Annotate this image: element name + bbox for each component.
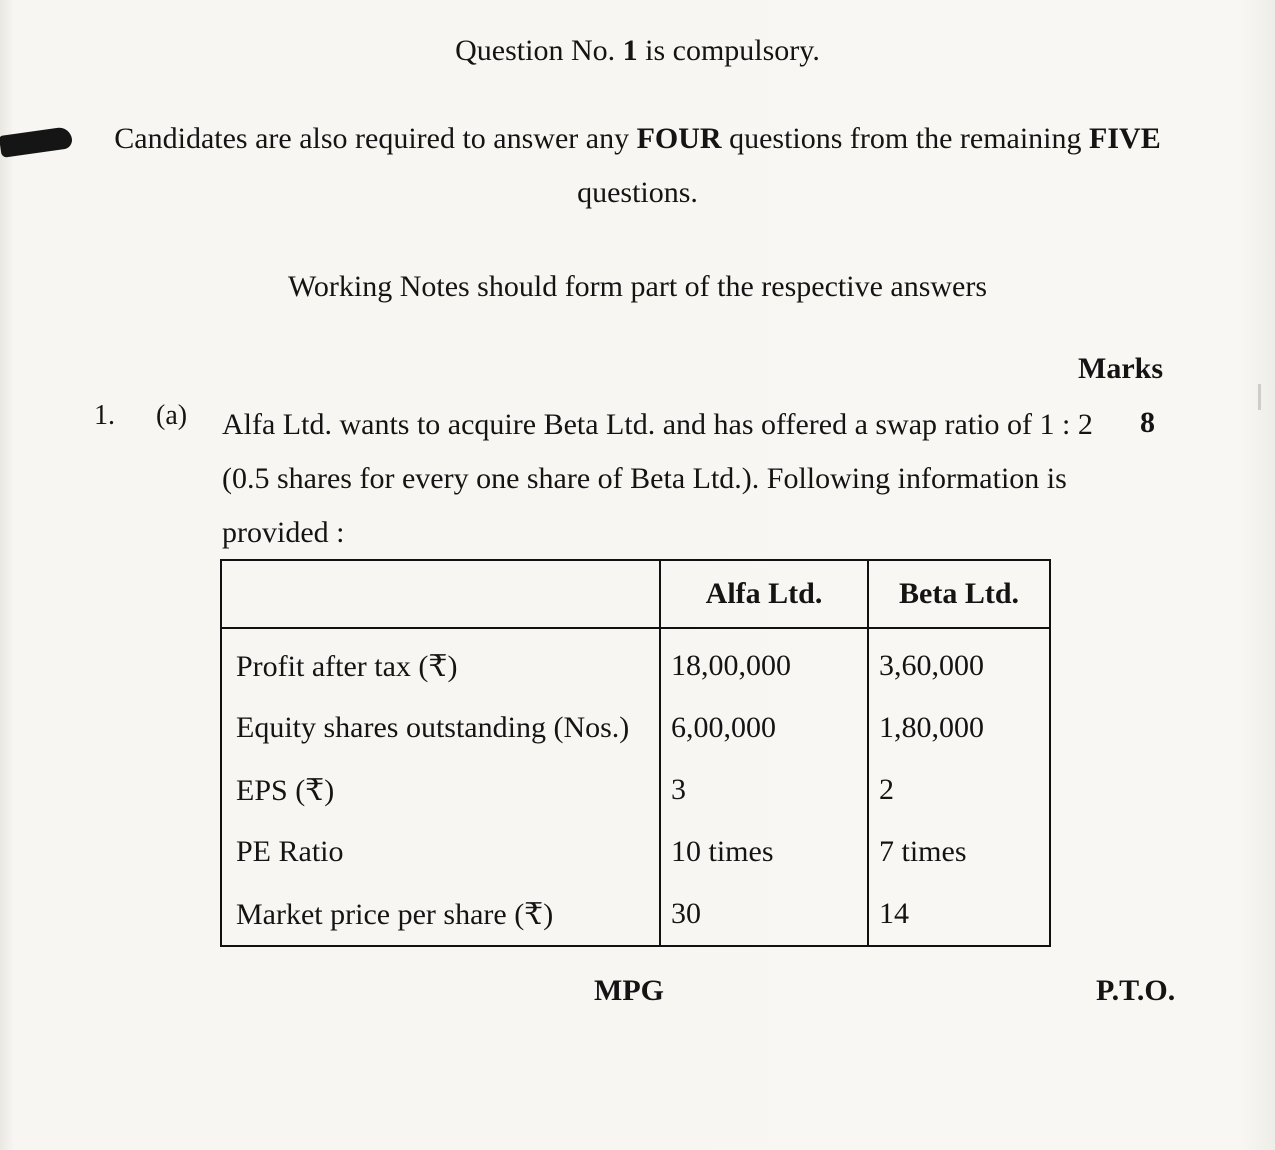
alfa-value: 18,00,000 (660, 628, 868, 697)
choice-instruction-cont: questions. (577, 176, 698, 209)
beta-value: 2 (868, 759, 1050, 821)
alfa-value: 30 (660, 883, 868, 946)
beta-value: 7 times (868, 821, 1050, 883)
pto-label: P.T.O. (1096, 974, 1176, 1007)
row-label: Equity shares outstanding (Nos.) (221, 697, 660, 759)
table-header-beta: Beta Ltd. (868, 560, 1050, 628)
question-part: (a) (156, 400, 188, 431)
row-label: EPS (₹) (221, 759, 660, 821)
table-header-blank (221, 560, 660, 628)
table-header-alfa: Alfa Ltd. (660, 560, 868, 628)
question-number: 1. (94, 400, 115, 431)
question-text (222, 398, 1093, 560)
marks-heading: Marks (1078, 352, 1163, 385)
question-line: Alfa Ltd. wants to acquire Beta Ltd. and has offered a swap ratio of 1 : 2 (222, 408, 1093, 441)
choice-instruction: Candidates are also required to answer any FOUR questions from the remaining FIVE (114, 122, 1161, 155)
beta-value: 1,80,000 (868, 697, 1050, 759)
edge-mark (1258, 384, 1261, 410)
alfa-value: 10 times (660, 821, 868, 883)
table-row (221, 759, 1050, 821)
alfa-value: 6,00,000 (660, 697, 868, 759)
alfa-value: 3 (660, 759, 868, 821)
beta-value: 14 (868, 883, 1050, 946)
beta-value: 3,60,000 (868, 628, 1050, 697)
table-row (221, 821, 1050, 883)
question-line: (0.5 shares for every one share of Beta Ltd.). Following information is (222, 462, 1067, 495)
compulsory-instruction: Question No. 1 is compulsory. (455, 34, 820, 67)
question-marks: 8 (1140, 406, 1155, 439)
table-row (221, 697, 1050, 759)
question-line: provided : (222, 516, 345, 549)
table-row (221, 883, 1050, 946)
row-label: PE Ratio (221, 821, 660, 883)
paper-code: MPG (594, 974, 664, 1007)
table-header-row (221, 560, 1050, 628)
row-label: Market price per share (₹) (221, 883, 660, 946)
table-row (221, 628, 1050, 697)
company-data-table (220, 559, 1051, 947)
row-label: Profit after tax (₹) (221, 628, 660, 697)
working-notes-instruction: Working Notes should form part of the respective answers (287, 270, 988, 303)
